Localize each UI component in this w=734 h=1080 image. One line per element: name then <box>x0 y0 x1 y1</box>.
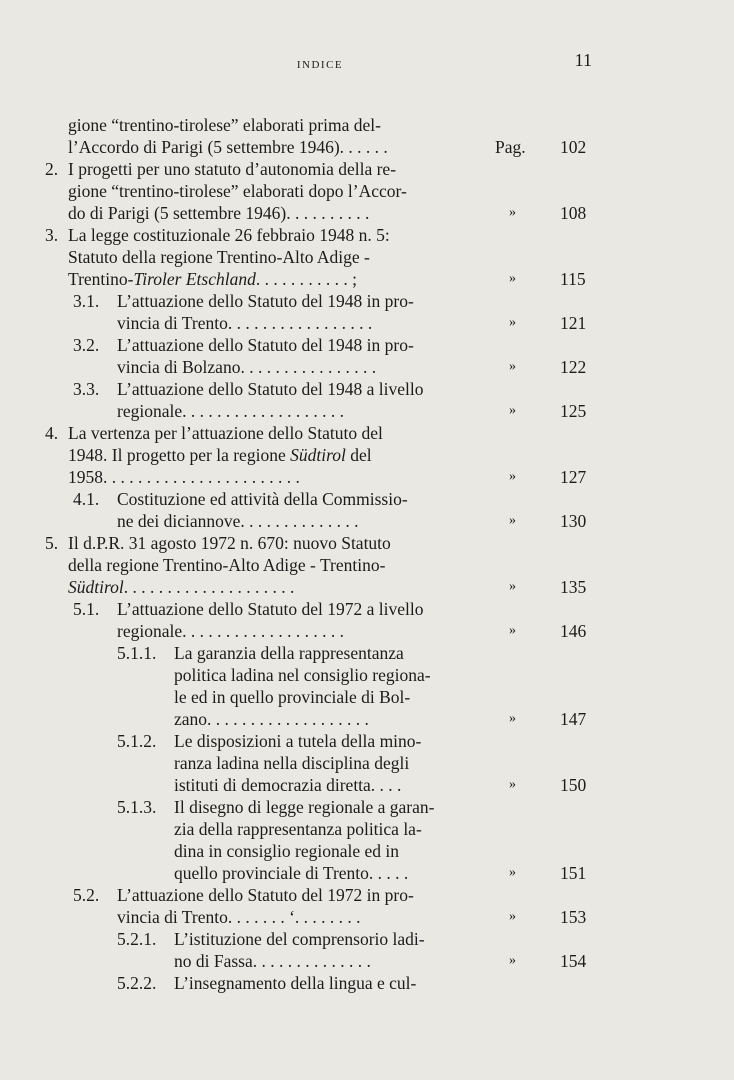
toc-text: L’attuazione dello Statuto del 1948 in pro- <box>117 335 414 355</box>
toc-text: . . . . . . . . . . . ; <box>255 269 357 289</box>
page-reference: 127 <box>560 467 587 487</box>
toc-text: vincia di Trento. . . . . . . . . . . . . . . . . <box>117 313 373 333</box>
toc-line <box>174 862 408 884</box>
page-reference: 102 <box>560 137 587 157</box>
toc-text: l’Accordo di Parigi (5 settembre 1946). . . . . . <box>68 137 388 157</box>
toc-text: . . . . . . . . . . . . . . . . . . . . <box>123 577 295 597</box>
toc-text: no di Fassa. . . . . . . . . . . . . . <box>174 951 371 971</box>
ditto-mark: » <box>509 579 516 594</box>
ditto-mark: » <box>509 469 516 484</box>
toc-text: Trentino- <box>68 269 134 289</box>
toc-line <box>68 180 407 202</box>
running-header: INDICE <box>296 59 344 71</box>
toc-line <box>68 136 388 158</box>
toc-line <box>68 224 390 246</box>
toc-line <box>68 202 369 224</box>
ditto-mark: » <box>509 953 516 968</box>
page-reference: 153 <box>560 907 587 927</box>
toc-text: 1958. . . . . . . . . . . . . . . . . . . . . . . <box>68 467 300 487</box>
toc-line <box>174 972 416 994</box>
toc-line <box>174 840 399 862</box>
page-reference: 150 <box>560 775 587 795</box>
toc-text: ranza ladina nella disciplina degli <box>174 753 410 773</box>
toc-line <box>68 114 381 136</box>
toc-text: La garanzia della rappresentanza <box>174 643 404 663</box>
toc-line <box>174 730 421 752</box>
toc-text: I progetti per uno statuto d’autonomia della re- <box>68 159 397 179</box>
toc-text: politica ladina nel consiglio regiona- <box>174 665 431 685</box>
page-reference: 108 <box>560 203 587 223</box>
ditto-mark: » <box>509 711 516 726</box>
page-reference: 154 <box>560 951 587 971</box>
toc-line <box>68 246 370 268</box>
page-reference: 115 <box>560 269 586 289</box>
page-reference: 121 <box>560 313 587 333</box>
toc-text: regionale. . . . . . . . . . . . . . . . . . . <box>117 621 344 641</box>
toc-text: gione “trentino-tirolese” elaborati prima del- <box>68 115 381 135</box>
toc-line <box>174 950 371 972</box>
toc-line <box>174 774 401 796</box>
toc-line <box>117 400 344 422</box>
toc-text: La vertenza per l’attuazione dello Statuto del <box>68 423 383 443</box>
toc-text: Tiroler Etschland <box>133 269 256 289</box>
entry-number: 4. <box>45 423 59 443</box>
toc-line <box>174 708 369 730</box>
toc-line <box>117 290 414 312</box>
toc-text: Il disegno di legge regionale a garan- <box>174 797 435 817</box>
page-reference: 125 <box>560 401 587 421</box>
toc-line <box>117 598 424 620</box>
toc-line <box>68 422 383 444</box>
toc-line <box>174 664 431 686</box>
toc-text: L’attuazione dello Statuto del 1972 a livello <box>117 599 424 619</box>
toc-text: regionale. . . . . . . . . . . . . . . . . . . <box>117 401 344 421</box>
toc-line <box>68 554 385 576</box>
toc-text: le ed in quello provinciale di Bol- <box>174 687 411 707</box>
toc-text: Le disposizioni a tutela della mino- <box>174 731 422 751</box>
entry-number: 5.1.2. <box>117 731 157 751</box>
page-reference: 147 <box>560 709 587 729</box>
page-reference: 146 <box>560 621 587 641</box>
entry-number: 3.2. <box>73 335 100 355</box>
toc-text: do di Parigi (5 settembre 1946). . . . . . . . . . <box>68 203 370 223</box>
toc-text: 1948. Il progetto per la regione <box>68 445 291 465</box>
toc-line <box>68 576 294 598</box>
toc-text: vincia di Trento. . . . . . . ‘. . . . . . . . <box>117 907 361 927</box>
entry-number: 5.2.2. <box>117 973 157 993</box>
ditto-mark: » <box>509 909 516 924</box>
entry-number: 5. <box>45 533 59 553</box>
entry-number: 3. <box>45 225 59 245</box>
page-reference: 151 <box>560 863 587 883</box>
toc-line <box>174 928 425 950</box>
toc-line <box>117 356 376 378</box>
toc-text: quello provinciale di Trento. . . . . <box>174 863 409 883</box>
ditto-mark: » <box>509 513 516 528</box>
ditto-mark: » <box>509 403 516 418</box>
toc-line <box>68 158 396 180</box>
page-reference: 130 <box>560 511 587 531</box>
toc-line <box>117 906 361 928</box>
toc-line <box>68 268 357 290</box>
entry-number: 5.2. <box>73 885 100 905</box>
toc-line <box>174 686 410 708</box>
ditto-mark: » <box>509 359 516 374</box>
toc-text: Costituzione ed attività della Commissio- <box>117 489 408 509</box>
ditto-mark: » <box>509 315 516 330</box>
toc-text: istituti di democrazia diretta. . . . <box>174 775 402 795</box>
toc-text: ne dei diciannove. . . . . . . . . . . . . . <box>117 511 359 531</box>
entry-number: 4.1. <box>73 489 100 509</box>
toc-text: Südtirol <box>290 445 346 465</box>
toc-line <box>117 884 414 906</box>
entry-number: 3.1. <box>73 291 100 311</box>
entry-number: 2. <box>45 159 59 179</box>
toc-text: L’insegnamento della lingua e cul- <box>174 973 417 993</box>
ditto-mark: » <box>509 271 516 286</box>
toc-text: zano. . . . . . . . . . . . . . . . . . . <box>174 709 369 729</box>
toc-line <box>68 444 372 466</box>
toc-text: Südtirol <box>68 577 124 597</box>
entry-number: 5.1.1. <box>117 643 157 663</box>
toc-text: La legge costituzionale 26 febbraio 1948 n. 5: <box>68 225 390 245</box>
toc-line <box>117 312 372 334</box>
toc-text: L’attuazione dello Statuto del 1948 in pro- <box>117 291 414 311</box>
toc-text: gione “trentino-tirolese” elaborati dopo l’Accor- <box>68 181 407 201</box>
entry-number: 3.3. <box>73 379 100 399</box>
toc-text: Statuto della regione Trentino-Alto Adige - <box>68 247 370 267</box>
page-number: 11 <box>574 50 592 70</box>
toc-text: del <box>345 445 372 465</box>
entry-number: 5.1. <box>73 599 100 619</box>
entry-number: 5.2.1. <box>117 929 157 949</box>
toc-line <box>174 752 409 774</box>
toc-line <box>68 532 391 554</box>
toc-line <box>174 818 422 840</box>
toc-line <box>117 378 424 400</box>
toc-text: zia della rappresentanza politica la- <box>174 819 422 839</box>
toc-text: vincia di Bolzano. . . . . . . . . . . . . . . . <box>117 357 377 377</box>
toc-text: L’istituzione del comprensorio ladi- <box>174 929 425 949</box>
toc-text: L’attuazione dello Statuto del 1972 in pro- <box>117 885 414 905</box>
ditto-mark: » <box>509 623 516 638</box>
toc-line <box>117 620 344 642</box>
toc-line <box>68 466 300 488</box>
toc-text: della regione Trentino-Alto Adige - Trentino- <box>68 555 386 575</box>
toc-line <box>117 510 359 532</box>
toc-line <box>174 796 434 818</box>
page-reference: 135 <box>560 577 587 597</box>
ditto-mark: » <box>509 777 516 792</box>
page-reference: 122 <box>560 357 587 377</box>
toc-text: dina in consiglio regionale ed in <box>174 841 400 861</box>
toc-text: Il d.P.R. 31 agosto 1972 n. 670: nuovo Statuto <box>68 533 391 553</box>
page-abbrev: Pag. <box>495 137 526 157</box>
entry-number: 5.1.3. <box>117 797 157 817</box>
toc-line <box>117 488 408 510</box>
ditto-mark: » <box>509 865 516 880</box>
toc-line <box>174 642 404 664</box>
ditto-mark: » <box>509 205 516 220</box>
toc-line <box>117 334 414 356</box>
toc-text: L’attuazione dello Statuto del 1948 a livello <box>117 379 424 399</box>
